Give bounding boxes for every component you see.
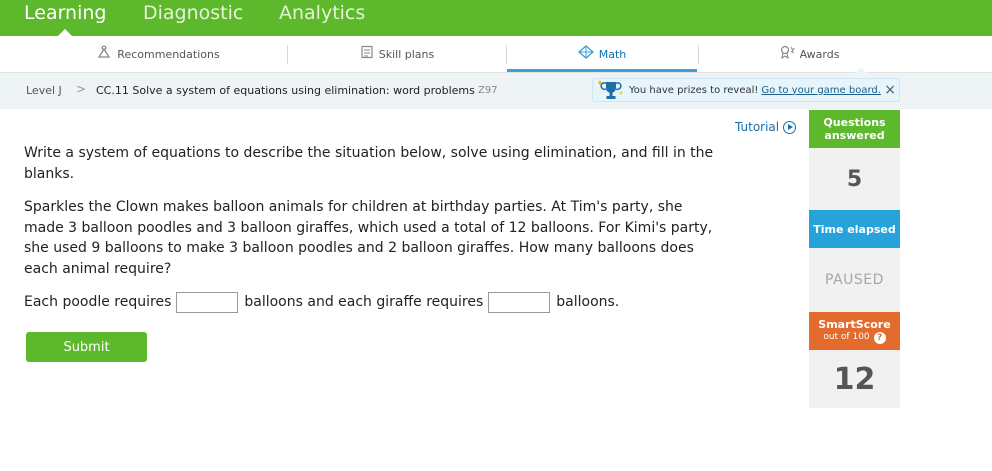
- tutorial-link[interactable]: [735, 120, 796, 134]
- play-circle-icon: [783, 121, 796, 134]
- time-elapsed-label: Time elapsed: [813, 222, 896, 236]
- prize-text: You have prizes to reveal!: [629, 84, 759, 96]
- awards-icon: [779, 45, 795, 63]
- time-elapsed-value[interactable]: PAUSED: [809, 248, 900, 312]
- tab-awards[interactable]: [699, 36, 919, 72]
- smartscore-header: [809, 312, 900, 350]
- submit-button[interactable]: Submit: [26, 332, 147, 362]
- help-icon[interactable]: ?: [874, 332, 886, 344]
- answer-sentence: [24, 291, 619, 313]
- recommendations-icon: [96, 45, 112, 63]
- tab-skill-plans[interactable]: [288, 36, 506, 72]
- smartscore-out-of: out of 100: [823, 332, 870, 342]
- question-instruction: Write a system of equations to describe the situation below, solve using elimination, and fill in the blanks.: [24, 145, 714, 182]
- giraffe-balloons-input[interactable]: [488, 292, 550, 313]
- prize-notification: [592, 78, 900, 102]
- close-icon[interactable]: ×: [884, 82, 896, 98]
- skill-code: Z97: [478, 85, 498, 96]
- questions-answered-label: Questions answered: [823, 116, 886, 142]
- time-elapsed-header: [809, 210, 900, 248]
- topnav-learning[interactable]: Learning: [24, 2, 107, 24]
- topnav-analytics[interactable]: Analytics: [279, 2, 366, 24]
- skill-plans-icon: [360, 45, 374, 63]
- question-problem-text: Sparkles the Clown makes balloon animals for children at birthday parties. At Tim's party, she made 3 balloon poodles and 3 balloon giraffes, which used a total of 12 balloons. For Kimi's party, she used 9 balloons to make 3 balloon poodles and 2 balloon giraffes. How many balloons does each animal require?: [24, 199, 713, 277]
- top-navigation-bar: [0, 0, 992, 36]
- answer-text-giraffe: balloons and each giraffe requires: [244, 294, 484, 310]
- tab-recommendations-label: Recommendations: [117, 47, 220, 61]
- poodle-balloons-input[interactable]: [176, 292, 238, 313]
- subject-navigation: [0, 36, 992, 73]
- smartscore-label: SmartScore: [818, 318, 891, 331]
- tab-math-label: Math: [598, 47, 627, 61]
- active-tab-caret: [58, 29, 72, 36]
- questions-answered-header: [809, 110, 900, 148]
- active-subtab-underline: [507, 69, 697, 72]
- tab-skill-plans-label: Skill plans: [378, 47, 435, 61]
- answer-text-poodle: Each poodle requires: [24, 294, 172, 310]
- breadcrumb-separator: >: [76, 82, 87, 96]
- topnav-diagnostic[interactable]: Diagnostic: [143, 2, 244, 24]
- questions-answered-value: 5: [809, 148, 900, 210]
- smartscore-subtitle: [809, 331, 900, 344]
- breadcrumb-level[interactable]: Level J: [26, 84, 62, 97]
- game-board-link[interactable]: Go to your game board.: [761, 84, 881, 96]
- smartscore-value: 12: [809, 350, 900, 408]
- trophy-icon: [597, 79, 625, 101]
- tab-awards-label: Awards: [799, 47, 840, 61]
- answer-text-end: balloons.: [556, 294, 620, 310]
- prize-popover-caret: [853, 67, 869, 75]
- tab-math[interactable]: [507, 36, 697, 72]
- tab-recommendations[interactable]: [30, 36, 286, 72]
- breadcrumb-skill-name: CC.11 Solve a system of equations using elimination: word problems: [96, 84, 475, 97]
- tutorial-label: Tutorial: [735, 120, 780, 134]
- math-icon: [578, 45, 594, 63]
